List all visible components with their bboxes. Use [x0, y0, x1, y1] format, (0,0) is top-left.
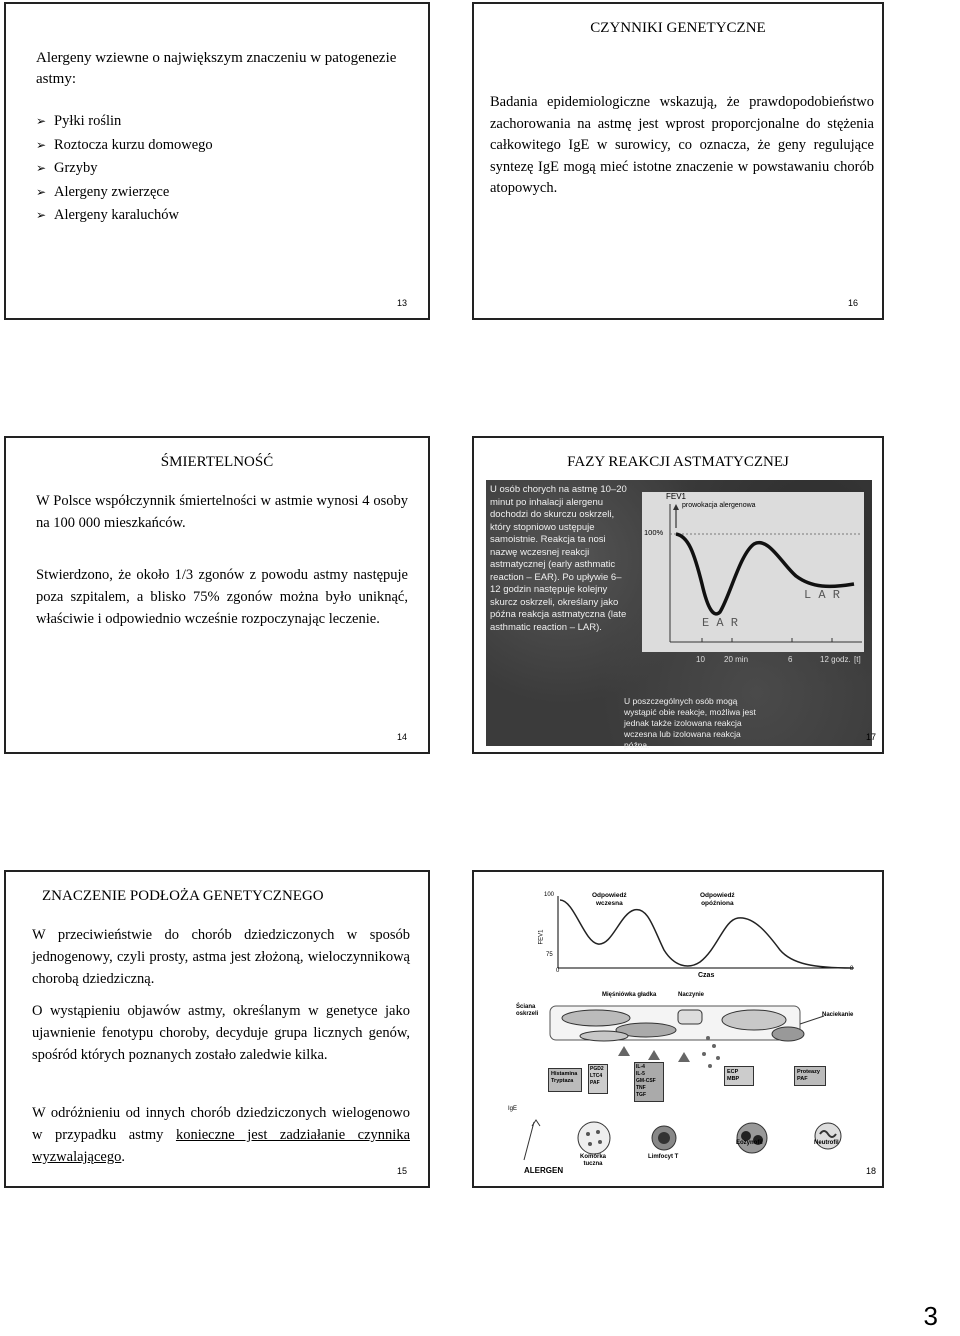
bronchial-wall-label: Ściana oskrzeli — [516, 1004, 539, 1017]
slide-number: 15 — [397, 1166, 408, 1176]
slide-14 — [4, 436, 430, 754]
slide-14-para-1: W Polsce współczynnik śmiertelności w astmie wynosi 4 osoby na 100 000 mieszkańców. — [36, 493, 408, 531]
list-item: ➢ Pyłki roślin — [36, 110, 213, 134]
x-tick-12h: 12 godz. — [820, 655, 851, 664]
cytokine-il4: IL-4 — [636, 1064, 645, 1070]
ear-label: E A R — [702, 616, 739, 630]
cytokine-tnf: TNF — [636, 1085, 646, 1091]
slide-14-title: ŚMIERTELNOŚĆ — [160, 454, 274, 470]
slide-number: 16 — [848, 298, 859, 308]
y-mid: 75 — [546, 952, 553, 958]
lymphocyte-label: Limfocyt T — [648, 1154, 679, 1160]
slide-18 — [472, 870, 884, 1188]
x-end: 8 — [850, 966, 854, 972]
y-label: FEV1 — [538, 929, 545, 945]
baseline-label: 100% — [644, 528, 664, 537]
infiltration-label: Naciekanie — [822, 1012, 854, 1018]
late-label-line-2: opóźniona — [701, 900, 734, 907]
slide-number: 14 — [397, 732, 408, 742]
para-3-end: . — [121, 1149, 125, 1165]
cytokines-box — [634, 1062, 664, 1102]
mediator-proteases: Proteazy — [797, 1069, 820, 1075]
cytokine-il5: IL-5 — [636, 1071, 645, 1077]
immune-diagram — [504, 890, 864, 1180]
slide-17-title: FAZY REAKCJI ASTMATYCZNEJ — [567, 454, 789, 470]
x-unit: [t] — [854, 655, 861, 664]
neutrophil-label: Neutrofil — [814, 1140, 839, 1146]
smooth-muscle-label: Mięśniówka gładka — [602, 992, 657, 998]
provocation-label: prowokacja alergenowa — [682, 502, 756, 509]
mast-cell-label-2: tuczna — [583, 1161, 603, 1167]
late-label-line-1: Odpowiedź — [700, 892, 735, 899]
slide-15-para-1: W przeciwieństwie do chorób dziedziczonych w sposób jednogenowy, czyli prosty, astma jest złożoną, wieloczynnikową chorobą dziedziczną. — [32, 927, 410, 987]
slide-15-title: ZNACZENIE PODŁOŻA GENETYCZNEGO — [42, 888, 324, 904]
slide-15-para-3 — [32, 1102, 410, 1168]
lipid-mediators-box — [588, 1064, 608, 1094]
x-start: 0 — [556, 968, 560, 974]
mediator-mbp: MBP — [727, 1076, 740, 1082]
ige-label: IgE — [508, 1106, 518, 1112]
x-label: Czas — [698, 972, 715, 979]
slide-number: 18 — [866, 1166, 877, 1176]
slide-17 — [472, 436, 884, 754]
vessel-label: Naczynie — [678, 992, 705, 998]
cytokine-gmcsf: GM-CSF — [636, 1078, 656, 1084]
para-3-emphasis: konieczne jest zadziałanie czynnika wyzwalającego — [32, 1127, 410, 1165]
mast-cell-label-1: Komórka — [580, 1154, 607, 1160]
allergen-label: ALERGEN — [524, 1166, 564, 1175]
x-tick-20min: 20 min — [724, 655, 749, 664]
mediator-paf-2: PAF — [797, 1076, 808, 1082]
list-item: ➢ Roztocza kurzu domowego — [36, 134, 213, 158]
mediator-ltc4: LTC4 — [590, 1073, 603, 1079]
list-item: ➢ Grzyby — [36, 157, 213, 181]
slide-13 — [4, 2, 430, 320]
para-3-text: W odróżnieniu od innych chorób dziedziczonych wielogenowo w przypadku astmy — [32, 1105, 410, 1143]
eosinophil-label: Eozynofil — [736, 1140, 763, 1146]
page-number: 3 — [923, 1301, 938, 1331]
slide-14-para-2: Stwierdzono, że około 1/3 zgonów z powodu astmy następuje poza szpitalem, a blisko 75% zgonów można było uniknąć, właściwie i odpowiednio wcześnie rozpoczynając leczenie. — [36, 567, 408, 627]
mediator-tryptase: Tryptaza — [551, 1078, 574, 1084]
early-label-line-2: wczesna — [595, 900, 623, 907]
x-tick-6: 6 — [788, 655, 793, 664]
list-item: ➢ Alergeny karaluchów — [36, 204, 213, 228]
neutrophil-mediators-box — [794, 1066, 826, 1086]
fev-label: FEV1 — [666, 492, 687, 501]
slide-number: 17 — [866, 732, 877, 742]
mediator-pgd2: PGD2 — [590, 1066, 604, 1072]
list-item: ➢ Alergeny zwierzęce — [36, 181, 213, 205]
slide-16-title: CZYNNIKI GENETYCZNE — [590, 20, 766, 36]
fev-graph — [642, 492, 864, 652]
slide-number: 13 — [397, 298, 408, 308]
mediator-paf: PAF — [590, 1080, 600, 1086]
mediator-histamine: Histamina — [551, 1071, 578, 1077]
cytokine-tgf: TGF — [636, 1092, 646, 1098]
slide-16-body: Badania epidemiologiczne wskazują, że prawdopodobieństwo zachorowania na astmę jest wprost proporcjonalne do stężenia całkowitego IgE w surowicy, co oznacza, że geny regulujące syntezę IgE mogą mieć istotne znaczenie w powstawaniu chorób atopowych. — [490, 94, 874, 196]
slide-15-para-2: O wystąpieniu objawów astmy, określanym w genetyce jako ujawnienie fenotypu choroby, decyduje grupa licznych genów, spośród których poznanych zostało zaledwie kilka. — [32, 1003, 410, 1063]
fev-graph-panel — [642, 492, 864, 652]
reaction-variants-text: U poszczególnych osób mogą wystąpić obie reakcje, możliwa jest jednak także izolowana reakcja wczesna lub izolowana reakcja późna. — [624, 696, 756, 750]
early-label-line-1: Odpowiedź — [592, 892, 627, 899]
mast-cell-label — [580, 1154, 606, 1168]
mediator-ecp: ECP — [727, 1069, 739, 1075]
slide-16 — [472, 2, 884, 320]
late-response-label — [700, 892, 735, 908]
allergen-list — [36, 110, 213, 228]
slide-15 — [4, 870, 430, 1188]
y-top: 100 — [544, 892, 555, 898]
fev-response-graph — [524, 890, 864, 986]
x-tick-10: 10 — [696, 655, 705, 664]
lar-label: L A R — [804, 588, 841, 602]
mast-mediators-box — [548, 1068, 582, 1092]
eosinophil-mediators-box — [724, 1066, 754, 1086]
slide-13-heading: Alergeny wziewne o największym znaczeniu w patogenezie astmy: — [36, 50, 397, 87]
early-response-label — [592, 892, 627, 908]
early-late-reaction-text: U osób chorych na astmę 10–20 minut po inhalacji alergenu dochodzi do skurczu oskrzeli, który stopniowo ustępuje samoistnie. Reakcja ta nosi nazwę wczesnej reakcji astmatycznej (early asthmatic reaction – EAR). Po upływie 6–12 godzin następuje kolejny skurcz oskrzeli, określany jako późna reakcja astmatyczna (late asthmatic reaction – LAR). — [490, 484, 627, 633]
